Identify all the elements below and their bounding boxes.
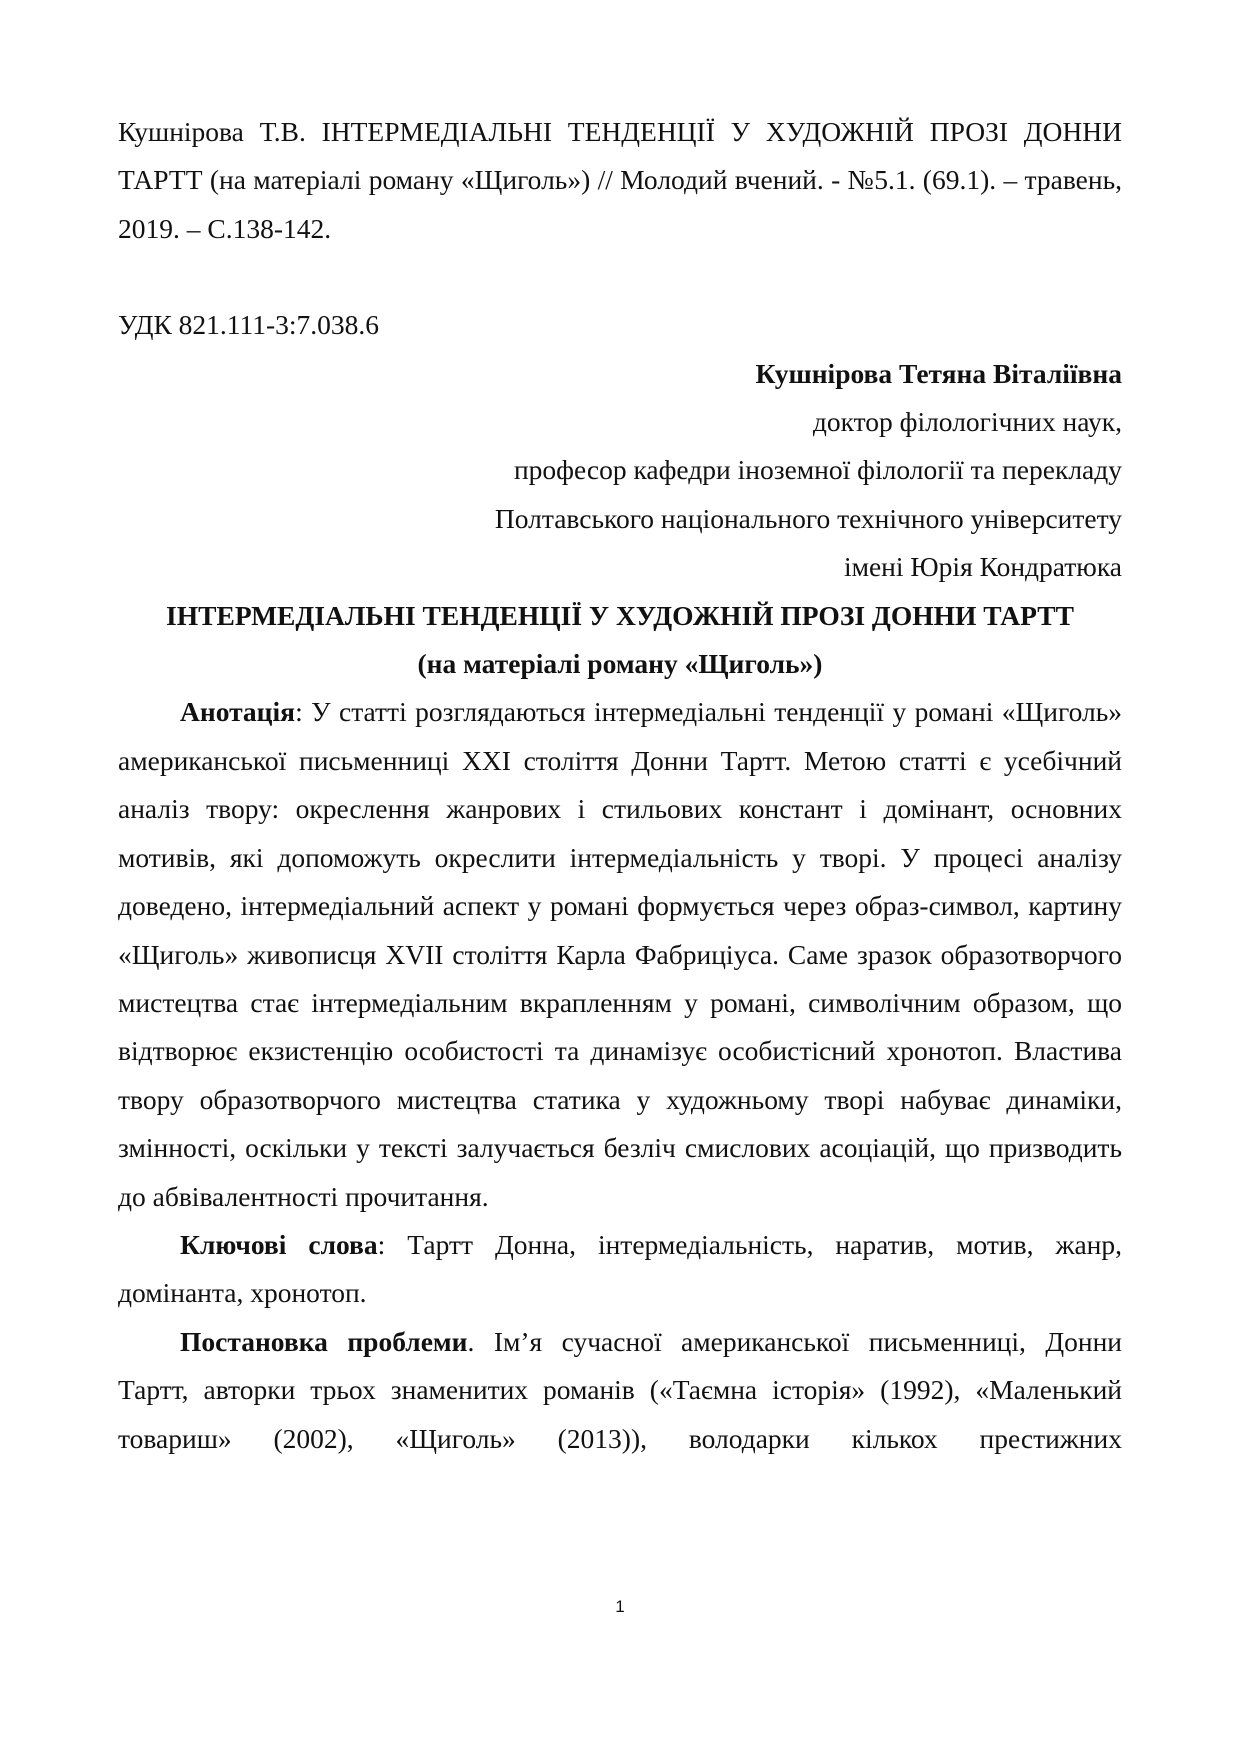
document-page xyxy=(118,108,1122,1463)
keywords-text: : Тартт Донна, інтермедіальність, наратив, мотив, жанр, домінанта, хронотоп. xyxy=(118,1228,1123,1309)
abstract-paragraph xyxy=(118,688,1122,1220)
author-position: професор кафедри іноземної філології та перекладу xyxy=(513,454,1122,486)
problem-paragraph xyxy=(118,1318,1122,1463)
article-title: ІНТЕРМЕДІАЛЬНІ ТЕНДЕНЦІЇ У ХУДОЖНІЙ ПРОЗІ ДОННИ ТАРТТ xyxy=(166,599,1074,631)
author-name: Кушнірова Тетяна Віталіївна xyxy=(755,357,1122,389)
keywords-paragraph xyxy=(118,1221,1122,1318)
author-degree: доктор філологічних наук, xyxy=(812,406,1122,438)
article-subtitle: (на матеріалі роману «Щиголь») xyxy=(417,648,823,680)
page-number: 1 xyxy=(615,1597,625,1616)
abstract-text: : У статті розглядаються інтермедіальні тенденції у романі «Щиголь» американської письменниці XXI століття Донни Тартт. Метою статті є усебічний аналіз твору: окреслення жанрових і стильових констант і домінант, основних мотивів, які допоможуть окреслити інтермедіальність у творі. У процесі аналізу доведено, інтермедіальний аспект у романі формується через образ-символ, картину «Щиголь» живописця XVII століття Карла Фабриціуса. Саме зразок образотворчого мистецтва стає інтермедіальним вкрапленням у романі, символічним образом, що відтворює екзистенцію особистості та динамізує особистісний хронотоп. Властива твору образотворчого мистецтва статика у художньому творі набуває динаміки, змінності, оскільки у тексті залучається безліч смислових асоціацій, що призводить до абвівалентності прочитання. xyxy=(118,696,1122,1212)
keywords-label: Ключові слова xyxy=(180,1228,378,1260)
author-institution: Полтавського національного технічного університету xyxy=(494,502,1122,534)
problem-text: . Ім’я сучасної американської письменниці, Донни Тартт, авторки трьох знаменитих романів («Таємна історія» (1992), «Маленький товариш» (2002), «Щиголь» (2013)), володарки кількох престижних xyxy=(118,1325,1123,1454)
udc-code: УДК 821.111-3:7.038.6 xyxy=(118,309,380,341)
problem-label: Постановка проблеми xyxy=(180,1325,468,1357)
citation: Кушнірова Т.В. ІНТЕРМЕДІАЛЬНІ ТЕНДЕНЦІЇ У ХУДОЖНІЙ ПРОЗІ ДОННИ ТАРТТ (на матеріалі роману «Щиголь») // Молодий вчений. - №5.1. (69.1). – травень, 2019. – С.138-142. xyxy=(118,116,1122,244)
spacer xyxy=(118,253,1122,301)
abstract-label: Анотація xyxy=(180,696,296,728)
author-institution-name: імені Юрія Кондратюка xyxy=(843,551,1122,583)
